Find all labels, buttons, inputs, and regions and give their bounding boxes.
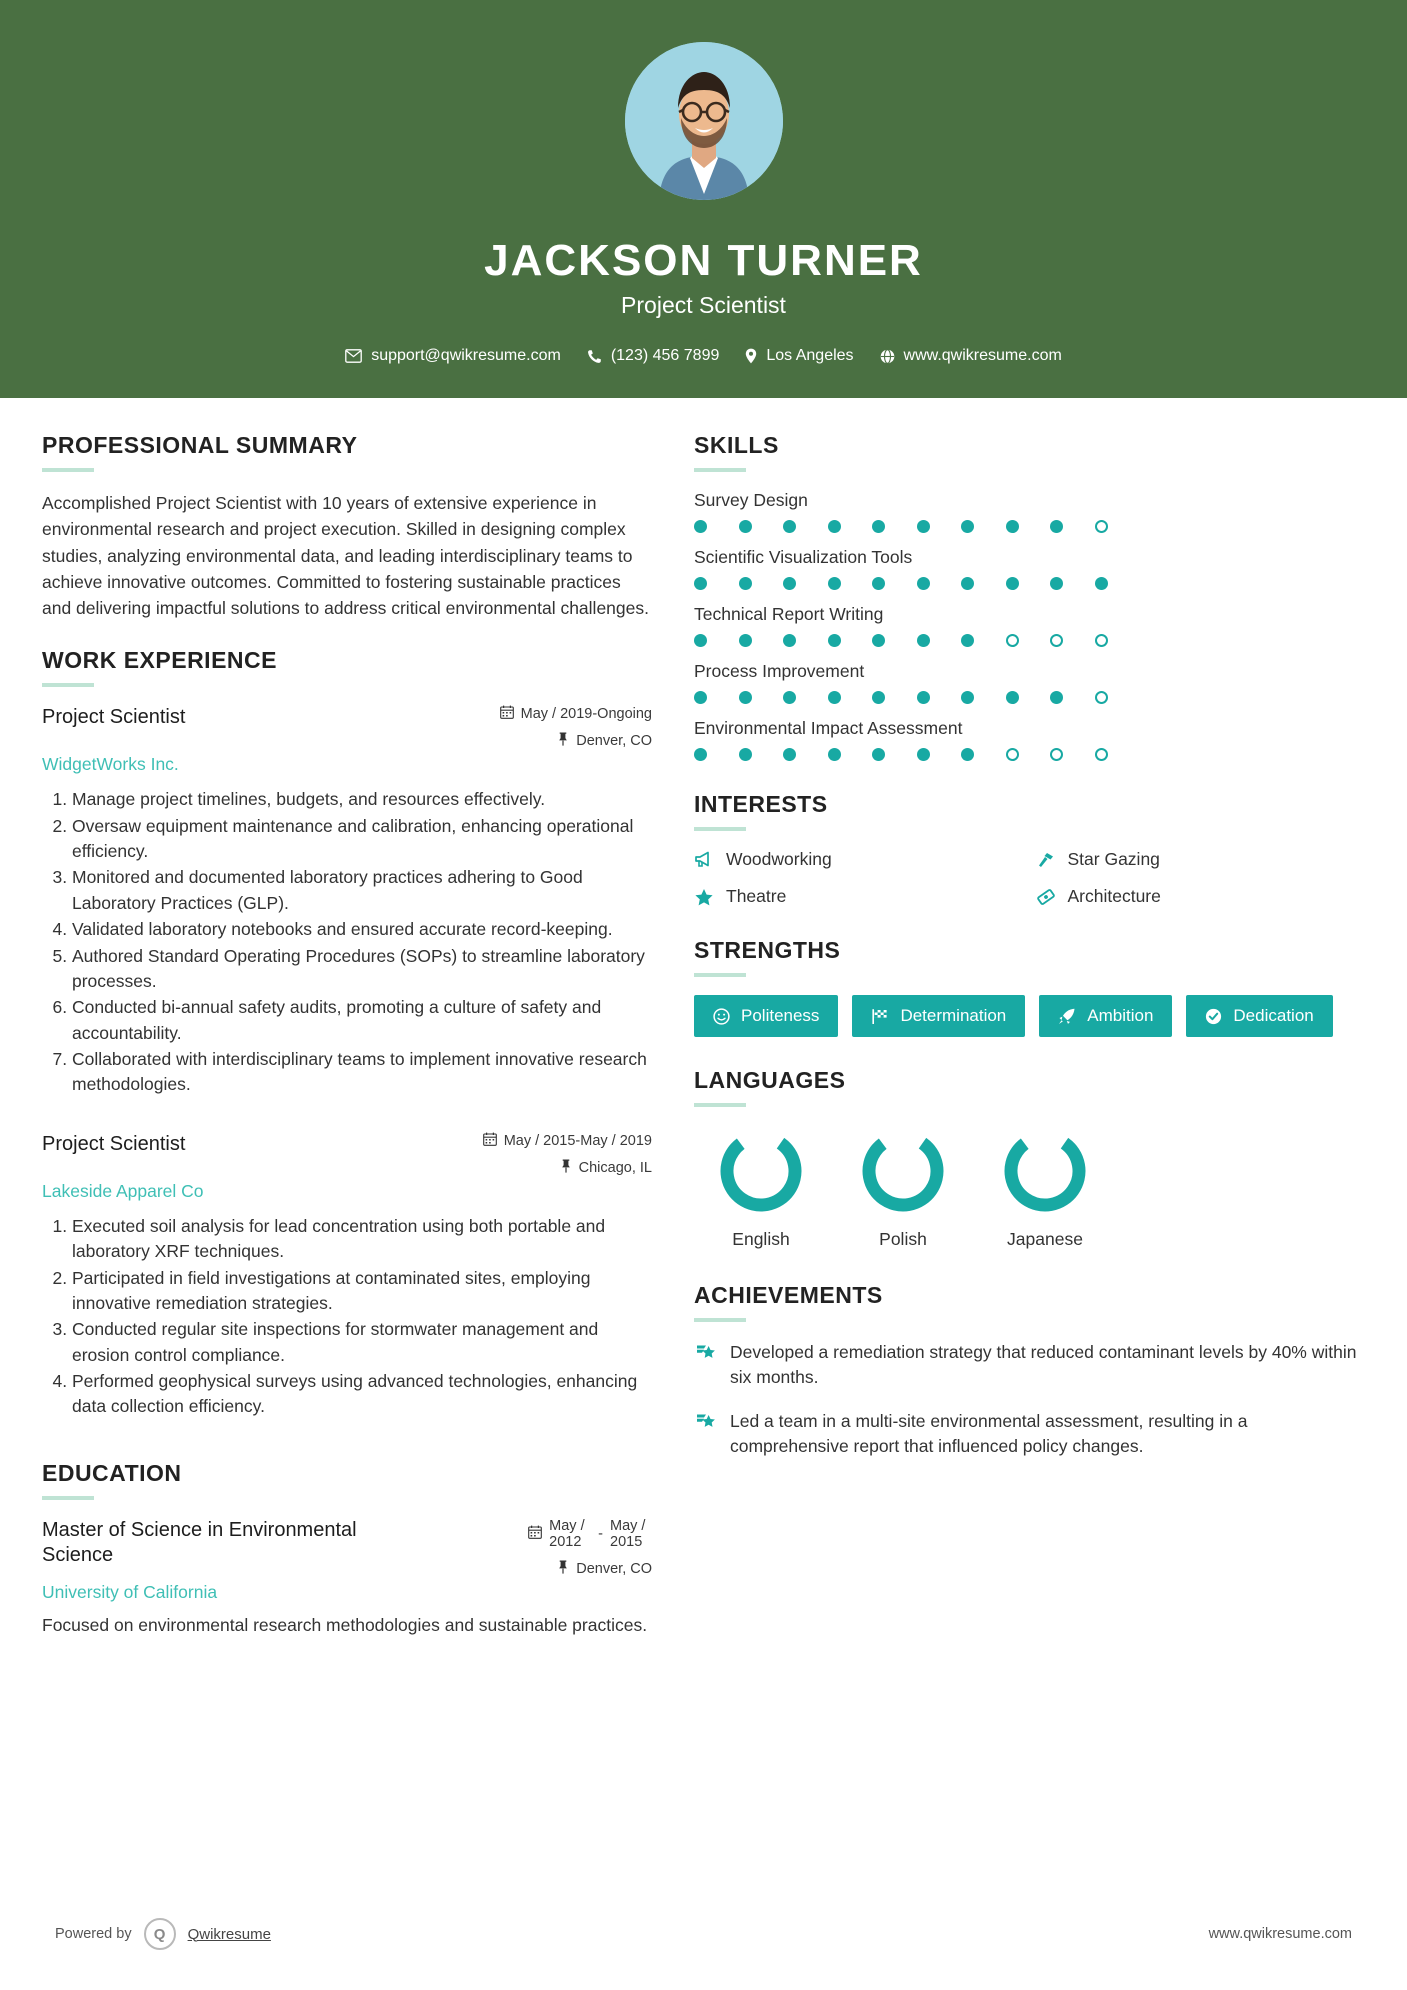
list-item: 2. Participated in field investigations at contaminated sites, employing innovative remediation strategies. <box>72 1266 652 1317</box>
strength-label: Determination <box>900 1006 1007 1025</box>
skill-item <box>694 490 1365 533</box>
section-heading: EDUCATION <box>42 1459 182 1486</box>
skill-dot-filled <box>694 691 707 704</box>
education-meta <box>528 1518 652 1578</box>
work-date: May / 2015-May / 2019 <box>503 1132 652 1149</box>
summary-text: Accomplished Project Scientist with 10 years of extensive experience in environmental research and project execution. Skilled in designing complex studies, analyzing environmental data, and leading interdisciplinary teams to achieve innovative outcomes. Committed to fostering sustainable practices and delivering impactful solutions to address critical environmental challenges. <box>42 493 649 618</box>
work-role: Project Scientist <box>42 1132 186 1155</box>
avatar <box>625 42 783 200</box>
skill-dot-filled <box>872 691 885 704</box>
skill-dot-filled <box>739 691 752 704</box>
skill-dot-filled <box>961 691 974 704</box>
interest-item <box>1036 849 1366 870</box>
section-rule <box>42 683 94 687</box>
skill-dot-filled <box>961 634 974 647</box>
work-bullets <box>42 1214 652 1420</box>
flag-icon <box>871 1008 889 1025</box>
calendar-icon <box>483 1132 497 1150</box>
strength-chip <box>1186 995 1332 1037</box>
skill-dot-filled <box>1095 577 1108 590</box>
section-professional-summary <box>42 432 652 621</box>
interest-label: Star Gazing <box>1067 849 1160 869</box>
interest-label: Architecture <box>1067 886 1161 906</box>
section-heading: LANGUAGES <box>694 1067 846 1093</box>
skill-dot-filled <box>739 748 752 761</box>
education-location: Denver, CO <box>576 1561 652 1578</box>
map-pin-icon <box>557 732 569 750</box>
skill-dot-empty <box>1050 634 1063 647</box>
interest-item <box>694 886 1024 907</box>
skill-item <box>694 604 1365 647</box>
brand-link[interactable]: Qwikresume <box>187 1925 271 1943</box>
strengths-list <box>694 995 1365 1037</box>
education-degree: Master of Science in Environmental Science <box>42 1518 357 1566</box>
work-bullets <box>42 787 652 1098</box>
section-rule <box>694 468 746 472</box>
skill-dot-empty <box>1095 691 1108 704</box>
list-item: 2. Oversaw equipment maintenance and calibration, enhancing operational efficiency. <box>72 814 652 865</box>
resume-header <box>0 0 1407 398</box>
contact-location-text: Los Angeles <box>766 347 854 364</box>
award-star-icon <box>694 1409 716 1432</box>
section-skills <box>694 432 1365 761</box>
skill-label: Environmental Impact Assessment <box>694 718 963 738</box>
page-footer <box>0 1918 1407 1990</box>
check-circle-icon <box>1205 1008 1222 1025</box>
section-interests <box>694 791 1365 907</box>
skill-dot-empty <box>1095 748 1108 761</box>
contact-email[interactable] <box>337 347 569 365</box>
skill-dot-filled <box>739 577 752 590</box>
education-school: University of California <box>42 1582 218 1603</box>
work-org: Lakeside Apparel Co <box>42 1180 204 1201</box>
list-item: 6. Conducted bi-annual safety audits, promoting a culture of safety and accountability. <box>72 995 652 1046</box>
skill-dot-filled <box>1050 577 1063 590</box>
list-item: 1. Executed soil analysis for lead concentration using both portable and laboratory XRF techniques. <box>72 1214 652 1265</box>
location-pin-icon <box>745 348 757 364</box>
skill-label: Technical Report Writing <box>694 604 884 624</box>
section-heading: INTERESTS <box>694 791 828 817</box>
list-item: 1. Manage project timelines, budgets, and resources effectively. <box>72 787 652 812</box>
strength-chip <box>852 995 1025 1037</box>
skill-dot-filled <box>828 691 841 704</box>
skill-dot-filled <box>917 748 930 761</box>
skill-dot-filled <box>739 634 752 647</box>
language-item <box>694 1125 828 1250</box>
work-meta <box>500 705 652 750</box>
skill-item <box>694 547 1365 590</box>
star-icon <box>694 888 714 906</box>
language-item <box>836 1125 970 1250</box>
work-entry <box>42 1132 652 1420</box>
language-item <box>978 1125 1112 1250</box>
skill-dot-filled <box>872 577 885 590</box>
rocket-icon <box>1058 1008 1076 1025</box>
achievement-text: Developed a remediation strategy that reduced contaminant levels by 40% within six months. <box>730 1342 1357 1388</box>
strength-chip <box>694 995 838 1037</box>
footer-branding <box>55 1918 271 1950</box>
interest-label: Theatre <box>726 886 787 906</box>
interest-item <box>1036 886 1366 907</box>
section-rule <box>694 1103 746 1107</box>
job-title: Project Scientist <box>621 292 786 318</box>
skill-dot-filled <box>1050 520 1063 533</box>
list-item: 4. Validated laboratory notebooks and ensured accurate record-keeping. <box>72 917 652 942</box>
skill-dot-empty <box>1095 520 1108 533</box>
skill-dot-filled <box>828 520 841 533</box>
work-entry <box>42 705 652 1098</box>
skill-dot-filled <box>739 520 752 533</box>
skill-dot-filled <box>872 634 885 647</box>
skills-list <box>694 490 1365 761</box>
ticket-icon <box>1036 888 1056 906</box>
phone-icon <box>587 349 602 364</box>
contact-email-text: support@qwikresume.com <box>371 347 561 364</box>
skill-dot-filled <box>1006 520 1019 533</box>
qwikresume-logo-icon: Q <box>144 1918 176 1950</box>
skill-dot-filled <box>694 748 707 761</box>
interest-label: Woodworking <box>726 849 832 869</box>
skill-label: Scientific Visualization Tools <box>694 547 913 567</box>
education-entry <box>42 1518 652 1639</box>
skill-dot-filled <box>917 634 930 647</box>
list-item: 4. Performed geophysical surveys using advanced technologies, enhancing data collection efficiency. <box>72 1369 652 1420</box>
skill-dot-empty <box>1006 634 1019 647</box>
footer-site: www.qwikresume.com <box>1208 1926 1352 1942</box>
strength-label: Ambition <box>1087 1006 1154 1025</box>
skill-dot-filled <box>872 520 885 533</box>
work-role: Project Scientist <box>42 706 186 729</box>
skill-dot-filled <box>917 691 930 704</box>
section-education <box>42 1460 652 1639</box>
education-date-separator: - <box>598 1526 603 1543</box>
contact-phone-text: (123) 456 7899 <box>610 347 720 364</box>
achievement-text: Led a team in a multi-site environmental assessment, resulting in a comprehensive report that influenced policy changes. <box>730 1410 1248 1457</box>
skill-rating <box>694 634 1365 647</box>
language-ring <box>857 1125 949 1217</box>
language-label: Japanese <box>1007 1229 1083 1249</box>
skill-dot-filled <box>694 520 707 533</box>
skill-dot-filled <box>961 577 974 590</box>
section-work-experience <box>42 647 652 1420</box>
language-label: Polish <box>879 1229 927 1249</box>
map-pin-icon <box>557 1560 569 1578</box>
skill-rating <box>694 520 1365 533</box>
list-item: 3. Monitored and documented laboratory practices adhering to Good Laboratory Practices (GLP). <box>72 865 652 916</box>
skill-dot-filled <box>783 634 796 647</box>
resume-body <box>0 398 1407 1664</box>
hammer-icon <box>1036 851 1056 869</box>
skill-rating <box>694 577 1365 590</box>
skill-label: Process Improvement <box>694 661 865 681</box>
contact-location[interactable] <box>737 347 861 365</box>
section-rule <box>694 973 746 977</box>
education-description: Focused on environmental research methodologies and sustainable practices. <box>42 1615 648 1636</box>
section-heading: SKILLS <box>694 432 779 458</box>
education-date-start: May / 2012 <box>549 1517 585 1551</box>
languages-list <box>694 1125 1365 1250</box>
contact-row <box>337 347 1070 365</box>
skill-item <box>694 661 1365 704</box>
skill-item <box>694 718 1365 761</box>
skill-dot-filled <box>783 691 796 704</box>
contact-website-text: www.qwikresume.com <box>903 347 1062 364</box>
skill-dot-filled <box>783 520 796 533</box>
skill-dot-filled <box>1050 691 1063 704</box>
section-rule <box>42 468 94 472</box>
strength-label: Dedication <box>1233 1006 1314 1025</box>
section-achievements <box>694 1282 1365 1460</box>
section-strengths <box>694 937 1365 1037</box>
interest-item <box>694 849 1024 870</box>
skill-dot-filled <box>783 748 796 761</box>
section-heading: ACHIEVEMENTS <box>694 1282 883 1308</box>
skill-dot-filled <box>828 634 841 647</box>
achievement-item <box>694 1409 1365 1460</box>
achievement-item <box>694 1340 1365 1391</box>
skill-dot-filled <box>1006 691 1019 704</box>
skill-dot-filled <box>783 577 796 590</box>
calendar-icon <box>500 705 514 723</box>
language-ring <box>715 1125 807 1217</box>
section-rule <box>694 1318 746 1322</box>
megaphone-icon <box>694 851 714 869</box>
skill-dot-filled <box>917 577 930 590</box>
skill-dot-filled <box>961 520 974 533</box>
work-location: Denver, CO <box>576 733 652 750</box>
right-column <box>694 432 1365 1664</box>
list-item: 3. Conducted regular site inspections for stormwater management and erosion control compliance. <box>72 1317 652 1368</box>
skill-dot-filled <box>872 748 885 761</box>
skill-rating <box>694 691 1365 704</box>
work-location: Chicago, IL <box>578 1159 652 1176</box>
page-title: JACKSON TURNER <box>484 236 923 285</box>
globe-icon <box>880 349 895 364</box>
work-date: May / 2019-Ongoing <box>520 706 652 723</box>
skill-dot-empty <box>1095 634 1108 647</box>
contact-phone[interactable] <box>579 347 728 365</box>
work-meta <box>483 1132 652 1177</box>
powered-by-label: Powered by <box>55 1926 132 1942</box>
list-item: 5. Authored Standard Operating Procedures (SOPs) to streamline laboratory processes. <box>72 944 652 995</box>
skill-dot-empty <box>1050 748 1063 761</box>
work-org: WidgetWorks Inc. <box>42 754 179 775</box>
section-languages <box>694 1067 1365 1250</box>
section-heading: PROFESSIONAL SUMMARY <box>42 432 358 458</box>
skill-dot-filled <box>694 634 707 647</box>
language-ring <box>999 1125 1091 1217</box>
map-pin-icon <box>560 1159 572 1177</box>
section-heading: STRENGTHS <box>694 937 841 963</box>
skill-label: Survey Design <box>694 490 808 510</box>
contact-website[interactable] <box>872 347 1070 365</box>
award-star-icon <box>694 1340 716 1363</box>
education-date-end: May / 2015 <box>610 1517 646 1551</box>
section-rule <box>42 1496 94 1500</box>
section-rule <box>694 827 746 831</box>
email-icon <box>345 349 362 363</box>
skill-dot-filled <box>961 748 974 761</box>
language-label: English <box>732 1229 790 1249</box>
skill-rating <box>694 748 1365 761</box>
skill-dot-filled <box>917 520 930 533</box>
interests-grid <box>694 849 1365 907</box>
skill-dot-empty <box>1006 748 1019 761</box>
skill-dot-filled <box>828 577 841 590</box>
skill-dot-filled <box>694 577 707 590</box>
list-item: 7. Collaborated with interdisciplinary teams to implement innovative research methodologies. <box>72 1047 652 1098</box>
skill-dot-filled <box>1006 577 1019 590</box>
skill-dot-filled <box>828 748 841 761</box>
left-column <box>42 432 652 1664</box>
strength-chip <box>1039 995 1172 1037</box>
section-heading: WORK EXPERIENCE <box>42 647 277 674</box>
smiley-icon <box>713 1008 730 1025</box>
strength-label: Politeness <box>741 1006 820 1025</box>
calendar-icon <box>528 1525 542 1543</box>
